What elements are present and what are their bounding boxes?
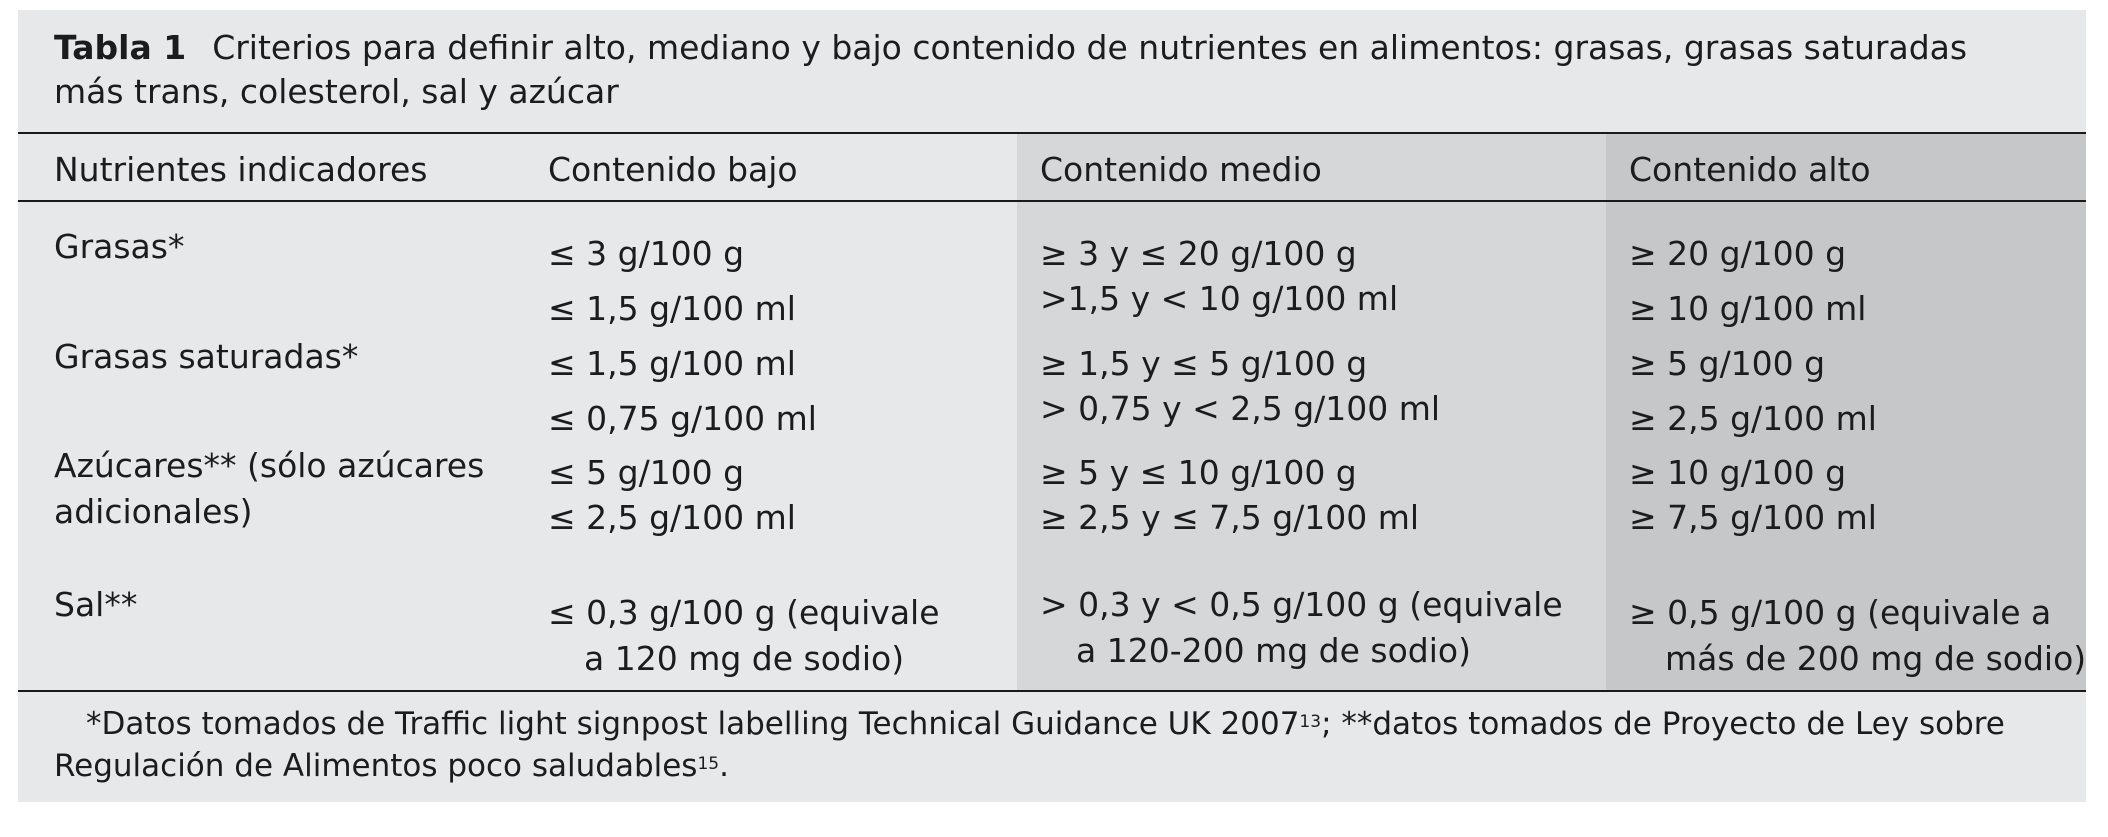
row-grasas-nutrient: Grasas* [54, 227, 185, 266]
row-saturadas-nutrient: Grasas saturadas* [54, 337, 359, 376]
row-azucares-high-1: ≥ 10 g/100 g [1629, 453, 1847, 492]
header-rule [18, 200, 2086, 202]
row-sal-high-1: ≥ 0,5 g/100 g (equivale a [1629, 593, 2052, 632]
table-footnote [54, 703, 2044, 787]
row-sal-medium-2: a 120-200 mg de sodio) [1076, 631, 1471, 670]
row-saturadas-low-2: ≤ 0,75 g/100 ml [548, 399, 817, 438]
row-saturadas-high-2: ≥ 2,5 g/100 ml [1629, 399, 1877, 438]
row-azucares-low-1: ≤ 5 g/100 g [548, 453, 745, 492]
table-title: Criterios para definir alto, mediano y bajo contenido de nutrientes en alimentos: grasas, grasas saturadas más trans, colesterol, sal y azúcar [54, 28, 1968, 111]
row-grasas-high-1: ≥ 20 g/100 g [1629, 234, 1847, 273]
row-sal-high-2: más de 200 mg de sodio) [1665, 639, 2087, 678]
footnote-ref-13: 13 [1299, 712, 1322, 732]
bottom-rule [18, 690, 2086, 692]
table-label: Tabla 1 [54, 28, 187, 67]
row-azucares-medium-1: ≥ 5 y ≤ 10 g/100 g [1040, 453, 1357, 492]
row-grasas-medium-1: ≥ 3 y ≤ 20 g/100 g [1040, 234, 1357, 273]
row-saturadas-low-1: ≤ 1,5 g/100 ml [548, 344, 796, 383]
footnote-text-1: *Datos tomados de Traffic light signpost labelling Technical Guidance UK 2007 [86, 706, 1300, 742]
row-azucares-high-2: ≥ 7,5 g/100 ml [1629, 498, 1877, 537]
row-sal-nutrient: Sal** [54, 585, 138, 624]
footnote-ref-15: 15 [697, 754, 720, 774]
row-grasas-low-1: ≤ 3 g/100 g [548, 234, 745, 273]
row-saturadas-high-1: ≥ 5 g/100 g [1629, 344, 1826, 383]
top-rule [18, 132, 2086, 134]
row-saturadas-medium-1: ≥ 1,5 y ≤ 5 g/100 g [1040, 344, 1368, 383]
row-grasas-high-2: ≥ 10 g/100 ml [1629, 289, 1867, 328]
row-sal-medium-1: > 0,3 y < 0,5 g/100 g (equivale [1040, 585, 1563, 624]
header-low: Contenido bajo [548, 150, 798, 189]
row-azucares-nutrient-1: Azúcares** (sólo azúcares [54, 446, 485, 485]
row-sal-low-2: a 120 mg de sodio) [584, 639, 905, 678]
row-saturadas-medium-2: > 0,75 y < 2,5 g/100 ml [1040, 389, 1441, 428]
header-nutrients: Nutrientes indicadores [54, 150, 428, 189]
row-grasas-low-2: ≤ 1,5 g/100 ml [548, 289, 796, 328]
row-azucares-nutrient-2: adicionales) [54, 492, 253, 531]
footnote-text-3: . [719, 748, 729, 784]
row-sal-low-1: ≤ 0,3 g/100 g (equivale [548, 593, 940, 632]
row-azucares-medium-2: ≥ 2,5 y ≤ 7,5 g/100 ml [1040, 498, 1420, 537]
table-caption [54, 26, 2044, 114]
row-azucares-low-2: ≤ 2,5 g/100 ml [548, 498, 796, 537]
header-high: Contenido alto [1629, 150, 1871, 189]
footnote-text-2: ; **datos tomados de Proyecto de Ley sobre Regulación de Alimentos poco saludables [54, 706, 2005, 784]
header-medium: Contenido medio [1040, 150, 1322, 189]
row-grasas-medium-2: >1,5 y < 10 g/100 ml [1040, 279, 1399, 318]
